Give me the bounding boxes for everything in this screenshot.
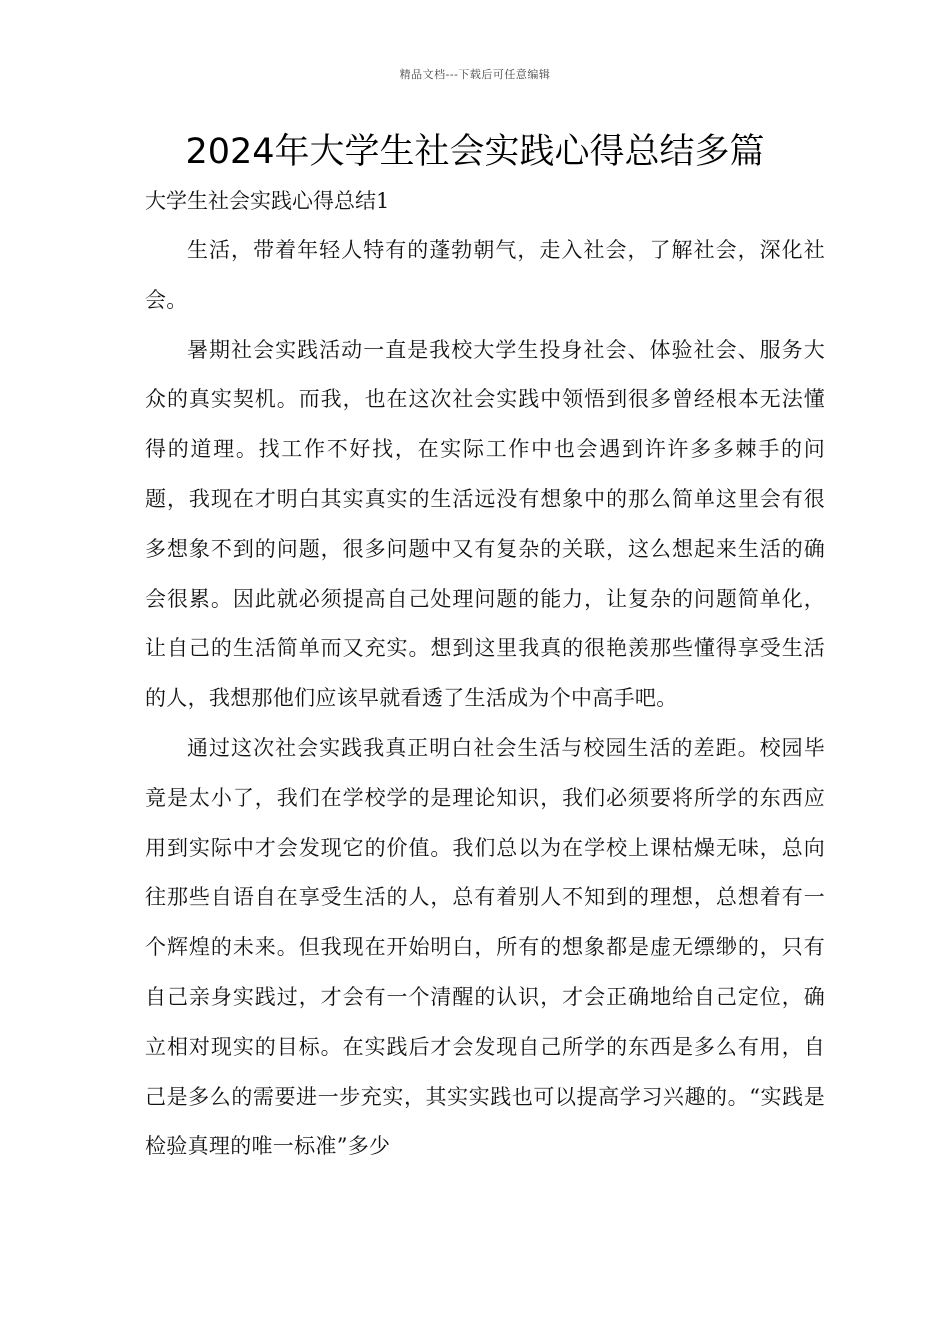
paragraph-3: 通过这次社会实践我真正明白社会生活与校园生活的差距。校园毕竟是太小了，我们在学校学的是理论知识，我们必须要将所学的东西应用到实际中才会发现它的价值。我们总以为在学校上课枯燥无味，总向往那些自语自在享受生活的人，总有着别人不知到的理想，总想着有一个辉煌的未来。但我现在开始明白，所有的想象都是虚无缥缈的，只有自己亲身实践过，才会有一个清醒的认识，才会正确地给自己定位，确立相对现实的目标。在实践后才会发现自己所学的东西是多么有用，自己是多么的需要进一步充实，其实实践也可以提高学习兴趣的。“实践是检验真理的唯一标准”多少: [145, 735, 825, 1159]
document-body: [145, 226, 825, 1172]
paragraph-1: 生活，带着年轻人特有的蓬勃朝气，走入社会，了解社会，深化社会。: [145, 238, 825, 312]
page-header: 精品文档---下载后可任意编辑: [399, 68, 551, 81]
section-title: 大学生社会实践心得总结1: [145, 189, 390, 213]
paragraph-2: 暑期社会实践活动一直是我校大学生投身社会、体验社会、服务大众的真实契机。而我，也在这次社会实践中领悟到很多曾经根本无法懂得的道理。找工作不好找，在实际工作中也会遇到许许多多棘手的问题，我现在才明白其实真实的生活远没有想象中的那么简单这里会有很多想象不到的问题，很多问题中又有复杂的关联，这么想起来生活的确会很累。因此就必须提高自己处理问题的能力，让复杂的问题简单化，让自己的生活简单而又充实。想到这里我真的很艳羡那些懂得享受生活的人，我想那他们应该早就看透了生活成为个中高手吧。: [145, 337, 825, 711]
document-title: 2024年大学生社会实践心得总结多篇: [185, 132, 765, 172]
